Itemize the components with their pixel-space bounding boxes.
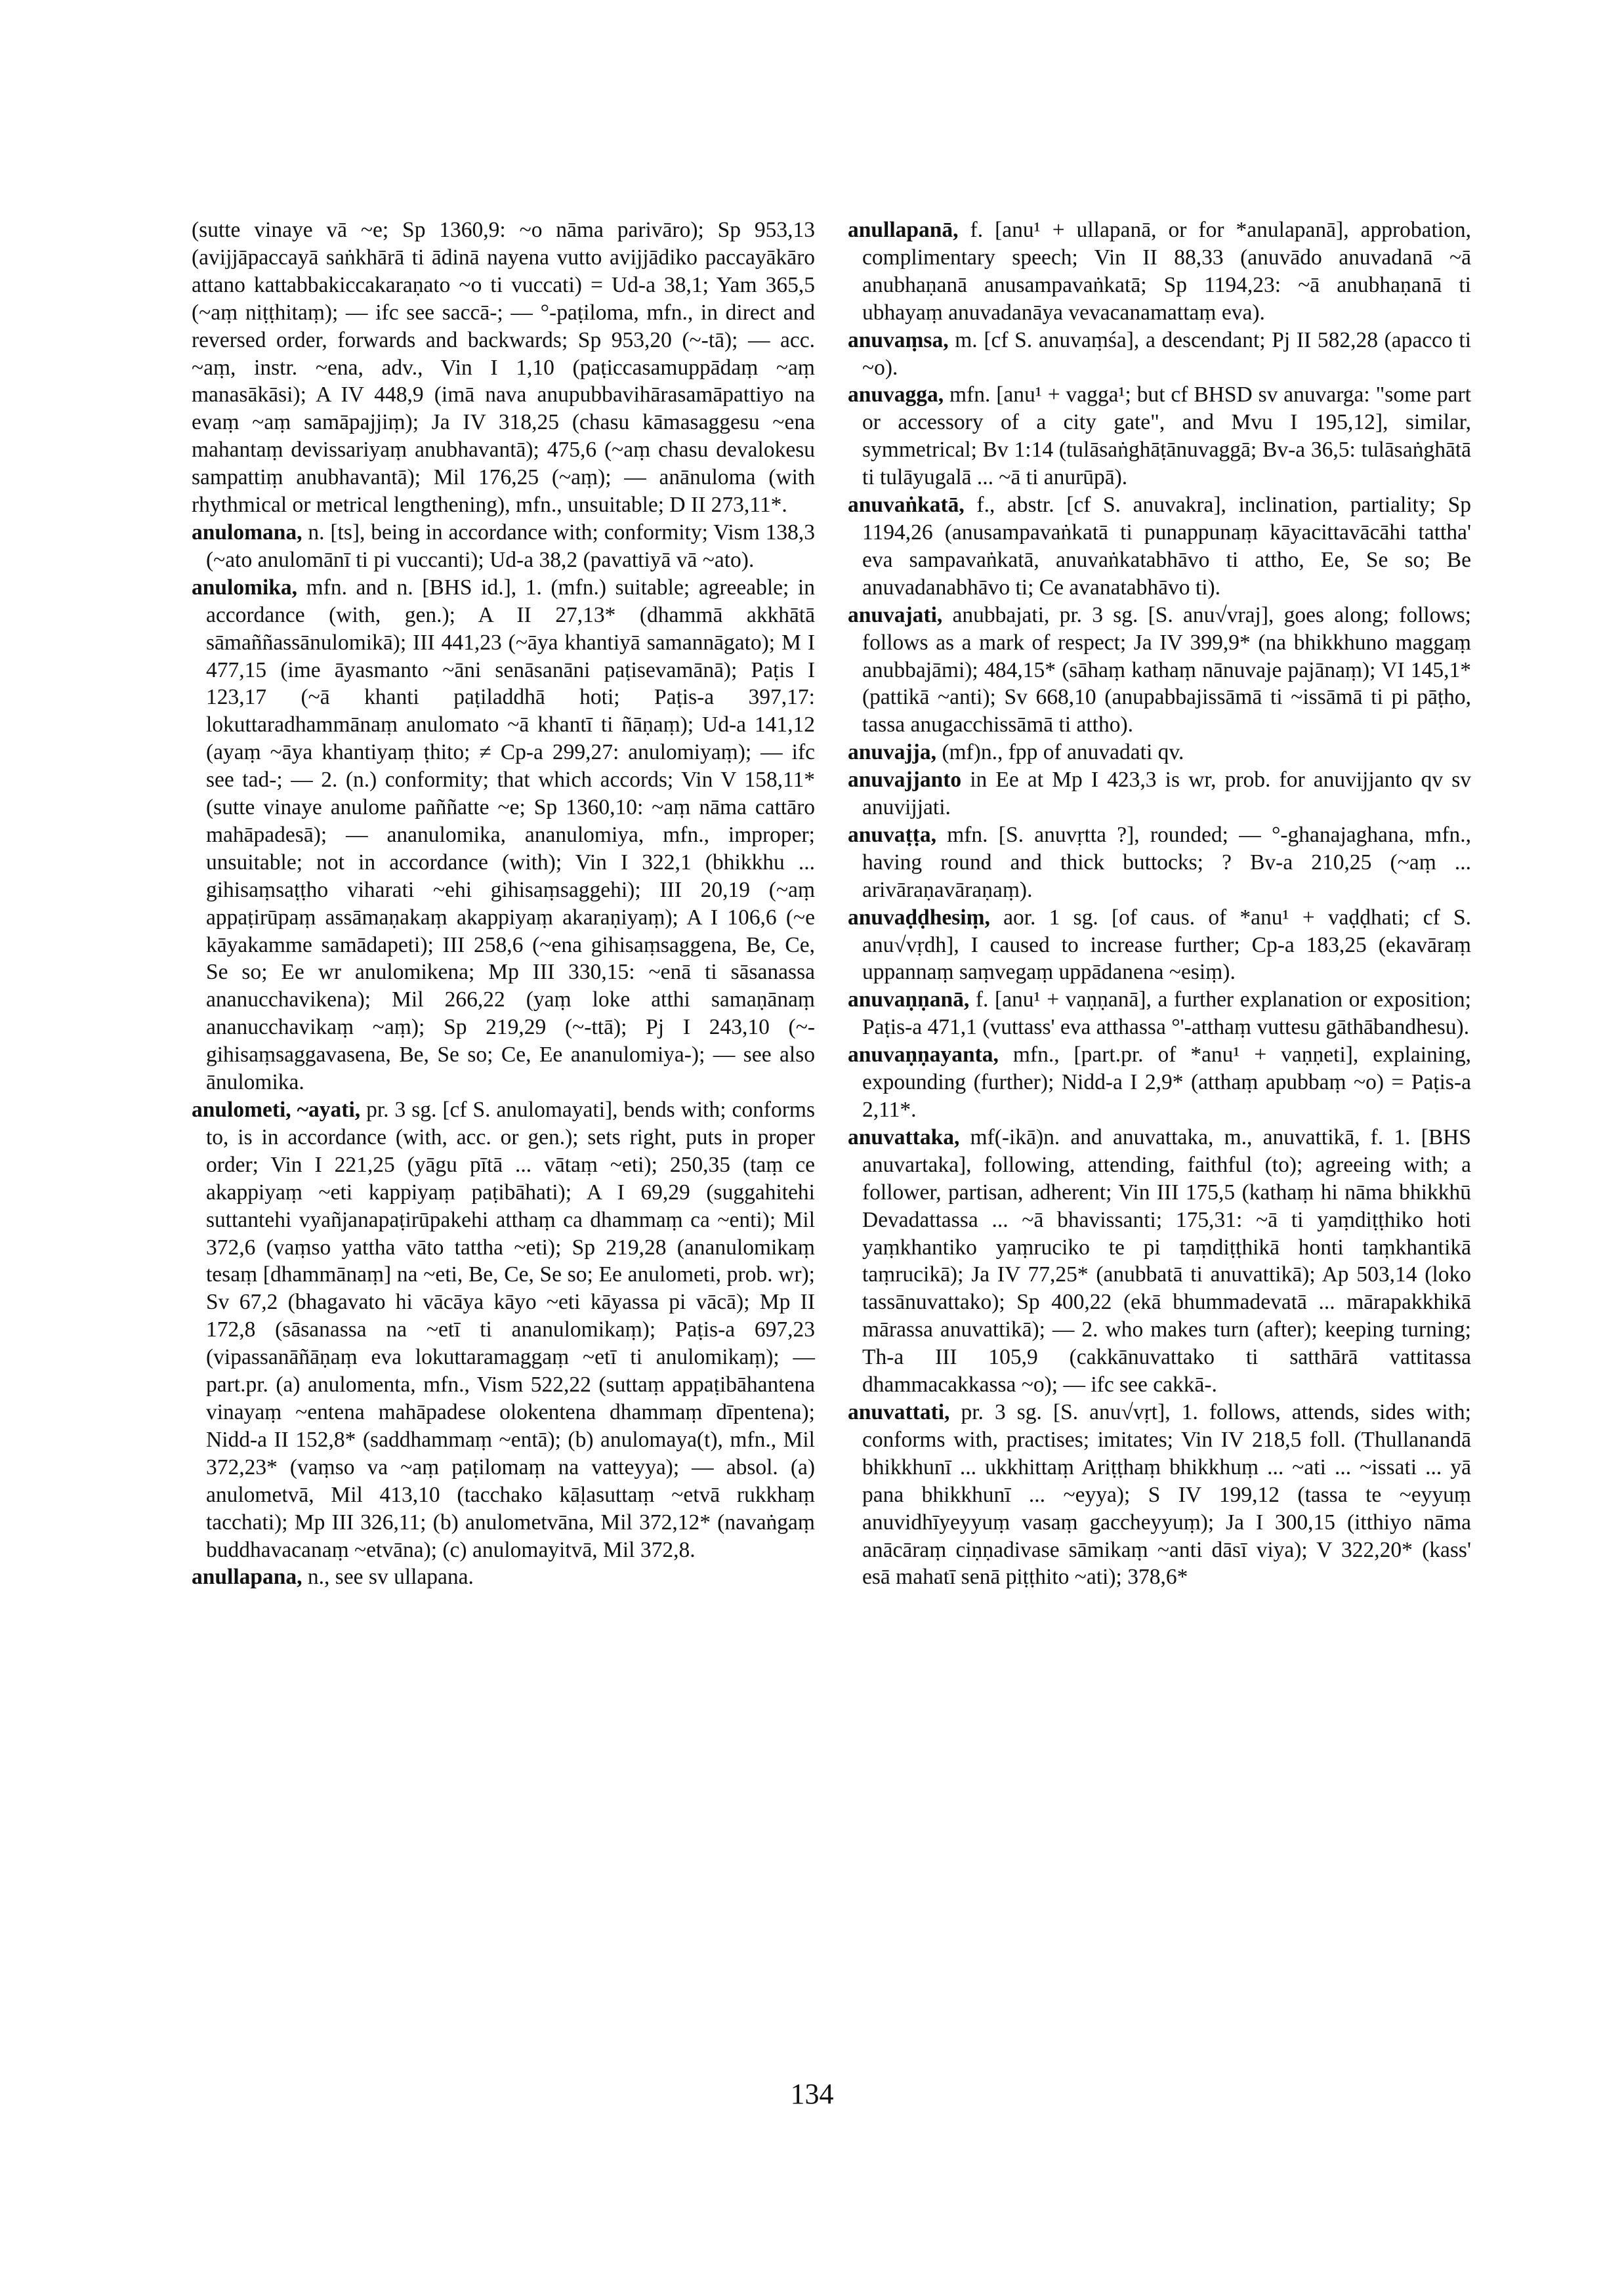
headword: anuvajati,: [848, 602, 943, 627]
right-column: [848, 217, 1471, 1591]
entry-continuation: [192, 217, 815, 519]
headword: anuvattaka,: [848, 1125, 960, 1149]
headword: anullapanā,: [848, 218, 959, 242]
entry-text: f. [anu¹ + vaṇṇanā], a further explanation or exposition; Paṭis-a 471,1 (vuttass' eva atthassa °'-atthaṃ vuttesu gāthābandhesu).: [862, 987, 1471, 1040]
dictionary-entry: [848, 381, 1471, 491]
dictionary-entry: [848, 602, 1471, 739]
headword: anulomana,: [192, 520, 302, 545]
entry-text: in Ee at Mp I 423,3 is wr, prob. for anuvijjanto qv sv anuvijjati.: [862, 768, 1471, 820]
entry-text: n., see sv ullapana.: [302, 1565, 474, 1590]
dictionary-entry: [848, 986, 1471, 1041]
entry-text: aor. 1 sg. [of caus. of *anu¹ + vaḍḍhati; cf S. anu√vṛdh], I caused to increase further; Cp-a 183,25 (ekavāraṃ uppannaṃ saṃvegaṃ uppādanena ~esiṃ).: [862, 905, 1471, 985]
entry-text: (sutte vinaye vā ~e; Sp 1360,9: ~o nāma parivāro); Sp 953,13 (avijjāpaccayā saṅkhārā ti ādinā nayena vutto avijjādiko paccayākāro attano kattabbakiccakaraṇato ~o ti vuccati) = Ud-a 38,1; Yam 365,5 (~aṃ niṭṭhitaṃ); — ifc see saccā-; — °-paṭiloma, mfn., in direct and reversed order, forwards and backwards; Sp 953,20 (~-tā); — acc. ~aṃ, instr. ~ena, adv., Vin I 1,10 (paṭiccasamuppādaṃ ~aṃ manasākāsi); A IV 448,9 (imā nava anupubbavihārasamāpattiyo na evaṃ ~aṃ samāpajjiṃ); Ja IV 318,25 (chasu kāmasaggesu ~ena mahantaṃ devissariyaṃ anubhavantā); 475,6 (~aṃ chasu devalokesu sampattiṃ anubhavantā); Mil 176,25 (~aṃ); — anānuloma (with rhythmical or metrical lengthening), mfn., unsuitable; D II 273,11*.: [192, 218, 815, 518]
entry-text: mfn. and n. [BHS id.], 1. (mfn.) suitable; agreeable; in accordance (with, gen.); A II 27,13* (dhammā akkhātā sāmaññassānulomikā); III 441,23 (~āya khantiyā samannāgato); M I 477,15 (ime āyasmanto ~āni senāsanāni paṭisevamānā); Paṭis I 123,17 (~ā khanti paṭiladdhā hoti; Paṭis-a 397,17: lokuttaradhammānaṃ anulomato ~ā khantī ti ñāṇaṃ); Ud-a 141,12 (ayaṃ ~āya khantiyaṃ ṭhito; ≠ Cp-a 299,27: anulomiyaṃ); — ifc see tad-; — 2. (n.) conformity; that which accords; Vin V 158,11* (sutte vinaye anulome paññatte ~e; Sp 1360,10: ~aṃ nāma cattāro mahāpadesā); — ananulomika, ananulomiya, mfn., improper; unsuitable; not in accordance (with); Vin I 322,1 (bhikkhu ... gihisaṃsaṭṭho viharati ~ehi gihisaṃsaggehi); III 20,19 (~aṃ appaṭirūpaṃ assāmaṇakaṃ akappiyaṃ akaraṇiyaṃ); A I 106,6 (~e kāyakamme samādapeti); III 258,6 (~ena gihisaṃsaggena, Be, Ce, Se so; Ee wr anulomikena; Mp III 330,15: ~enā ti sāsanassa ananucchavikena); Mil 266,22 (yaṃ loke atthi samaṇānaṃ ananucchavikaṃ ~aṃ); Sp 219,29 (~-ttā); Pj I 243,10 (~-gihisaṃsaggavasena, Be, Se so; Ce, Ee ananulomiya-); — see also ānulomika.: [206, 575, 815, 1095]
entry-text: m. [cf S. anuvaṃśa], a descendant; Pj II 582,28 (apacco ti ~o).: [862, 327, 1471, 380]
headword: anuvaḍḍhesiṃ,: [848, 905, 990, 930]
headword: anuvaṭṭa,: [848, 822, 936, 847]
dictionary-entry: [848, 491, 1471, 602]
entry-text: f., abstr. [cf S. anuvakra], inclination, partiality; Sp 1194,26 (anusampavaṅkatā ti punappunaṃ kāyacittavācāhi tattha' eva sampavaṅkatā, anuvaṅkatabhāvo ti attho, Ee, Se so; Be anuvadanabhāvo ti; Ce avanatabhāvo ti).: [862, 493, 1471, 600]
dictionary-entry: [192, 1563, 815, 1591]
dictionary-entry: [848, 1399, 1471, 1591]
entry-text: pr. 3 sg. [cf S. anulomayati], bends with; conforms to, is in accordance (with, acc. or gen.); sets right, puts in proper order; Vin I 221,25 (yāgu pītā ... vātaṃ ~eti); 250,35 (taṃ ce akappiyaṃ ~eti kappiyaṃ paṭibāhati); A I 69,29 (suggahitehi suttantehi vyañjanapaṭirūpakehi atthaṃ ca dhammaṃ ca ~enti); Mil 372,6 (vaṃso yattha vāto tattha ~eti); Sp 219,28 (ananulomikaṃ tesaṃ [dhammānaṃ] na ~eti, Be, Ce, Se so; Ee anulometi, prob. wr); Sv 67,2 (bhagavato hi vācāya kāyo ~eti kāyassa pi vācā); Mp II 172,8 (sāsanassa na ~etī ti ananulomikaṃ); Paṭis-a 697,23 (vipassanāñāṇaṃ eva lokuttaramaggaṃ ~etī ti anulomikaṃ); — part.pr. (a) anulomenta, mfn., Vism 522,22 (suttaṃ appaṭibāhantena vinayaṃ ~entena mahāpadese olokentena dhammaṃ dīpentena); Nidd-a II 152,8* (saddhammaṃ ~entā); (b) anulomaya(t), mfn., Mil 372,23* (vaṃso va ~aṃ paṭilomaṃ na vatteyya); — absol. (a) anulometvā, Mil 413,10 (tacchako kāḷasuttaṃ ~etvā rukkhaṃ tacchati); Mp III 326,11; (b) anulometvāna, Mil 372,12* (navaṅgaṃ buddhavacanaṃ ~etvāna); (c) anulomayitvā, Mil 372,8.: [206, 1098, 815, 1562]
headword: anuvaṅkatā,: [848, 493, 965, 518]
headword: anuvagga,: [848, 382, 944, 407]
headword: anuvaṇṇanā,: [848, 987, 970, 1012]
entry-text: n. [ts], being in accordance with; conformity; Vism 138,3 (~ato anulomānī ti pi vuccanti); Ud-a 38,2 (pavattiyā vā ~ato).: [206, 520, 815, 572]
entry-text: anubbajati, pr. 3 sg. [S. anu√vraj], goes along; follows; follows as a mark of respect; Ja IV 399,9* (na bhikkhuno maggaṃ anubbajāmi); 484,15* (sāhaṃ kathaṃ nānuvaje pajānaṃ); VI 145,1* (pattikā ~anti); Sv 668,10 (anupabbajissāmā ti ~issāmā ti pi pāṭho, tassa anugacchissāmā ti attho).: [862, 602, 1471, 737]
dictionary-entry: [848, 904, 1471, 987]
dictionary-entry: [848, 327, 1471, 382]
headword: anulomika,: [192, 575, 298, 600]
dictionary-entry: [192, 1096, 815, 1563]
dictionary-entry: [848, 821, 1471, 904]
headword: anuvajjanto: [848, 768, 962, 793]
headword: anuvattati,: [848, 1399, 950, 1424]
dictionary-entry: [848, 1041, 1471, 1124]
left-column: [192, 217, 815, 1591]
dictionary-entry: [848, 766, 1471, 821]
dictionary-entry: [848, 739, 1471, 766]
entry-text: pr. 3 sg. [S. anu√vṛt], 1. follows, attends, sides with; conforms with, practises; imitates; Vin IV 218,5 foll. (Thullanandā bhikkhunī ... ukkhittaṃ Ariṭṭhaṃ bhikkhuṃ ... ~ati ... ~issati ... yā pana bhikkhunī ... ~eyya); S IV 199,12 (tassa te ~eyyuṃ anuvidhīyeyyuṃ vasaṃ gaccheyyuṃ); Ja I 300,15 (itthiyo nāma anācāraṃ ciṇṇadivase sāmikaṃ ~anti dāsī viya); V 322,20* (kass' esā mahatī senā piṭṭhito ~ati); 378,6*: [862, 1399, 1471, 1590]
headword: anuvajja,: [848, 740, 936, 765]
entry-text: mf(-ikā)n. and anuvattaka, m., anuvattikā, f. 1. [BHS anuvartaka], following, attending, faithful (to); agreeing with; a follower, partisan, adherent; Vin III 175,5 (kathaṃ hi nāma bhikkhū Devadattassa ... ~ā bhavissanti; 175,31: ~ā ti yaṃdiṭṭhiko hoti yaṃkhantiko yaṃruciko te pi taṃdiṭṭhikā honti taṃkhantikā taṃrucikā); Ja IV 77,25* (anubbatā ti anuvattikā); Ap 503,14 (loko tassānuvattako); Sp 400,22 (ekā bhummadevatā ... mārapakkhikā mārassa anuvattikā); — 2. who makes turn (after); keeping turning; Th-a III 105,9 (cakkānuvattako ti satthārā vattitassa dhammacakkassa ~o); — ifc see cakkā-.: [862, 1125, 1471, 1397]
dictionary-entry: [192, 574, 815, 1096]
headword: anulometi, ~ayati,: [192, 1098, 361, 1122]
entry-text: mfn. [S. anuvṛtta ?], rounded; — °-ghanajaghana, mfn., having round and thick buttocks; ? Bv-a 210,25 (~aṃ ... arivāraṇavāraṇaṃ).: [862, 822, 1471, 902]
page-number: 134: [790, 2078, 834, 2110]
dictionary-entry: [848, 217, 1471, 327]
dictionary-entry: [848, 1124, 1471, 1399]
entry-text: f. [anu¹ + ullapanā, or for *anulapanā], approbation, complimentary speech; Vin II 88,33 (anuvādo anuvadanā ~ā anubhaṇanā anusampavaṅkatā; Sp 1194,23: ~ā anubhaṇanā ti ubhayaṃ anuvadanāya vevacanamattaṃ eva).: [862, 218, 1471, 325]
headword: anuvaṇṇayanta,: [848, 1043, 999, 1067]
entry-text: (mf)n., fpp of anuvadati qv.: [936, 740, 1184, 765]
headword: anuvaṃsa,: [848, 327, 949, 352]
dictionary-entry: [192, 519, 815, 574]
entry-text: mfn. [anu¹ + vagga¹; but cf BHSD sv anuvarga: "some part or accessory of a city gate", and Mvu I 195,12], similar, symmetrical; Bv 1:14 (tulāsaṅghāṭānuvaggā; Bv-a 36,5: tulāsaṅghātā ti tulāyugalā ... ~ā ti anurūpā).: [862, 382, 1471, 490]
entry-text: mfn., [part.pr. of *anu¹ + vaṇṇeti], explaining, expounding (further); Nidd-a I 2,9* (atthaṃ apubbaṃ ~o) = Paṭis-a 2,11*.: [862, 1043, 1471, 1122]
headword: anullapana,: [192, 1565, 302, 1590]
